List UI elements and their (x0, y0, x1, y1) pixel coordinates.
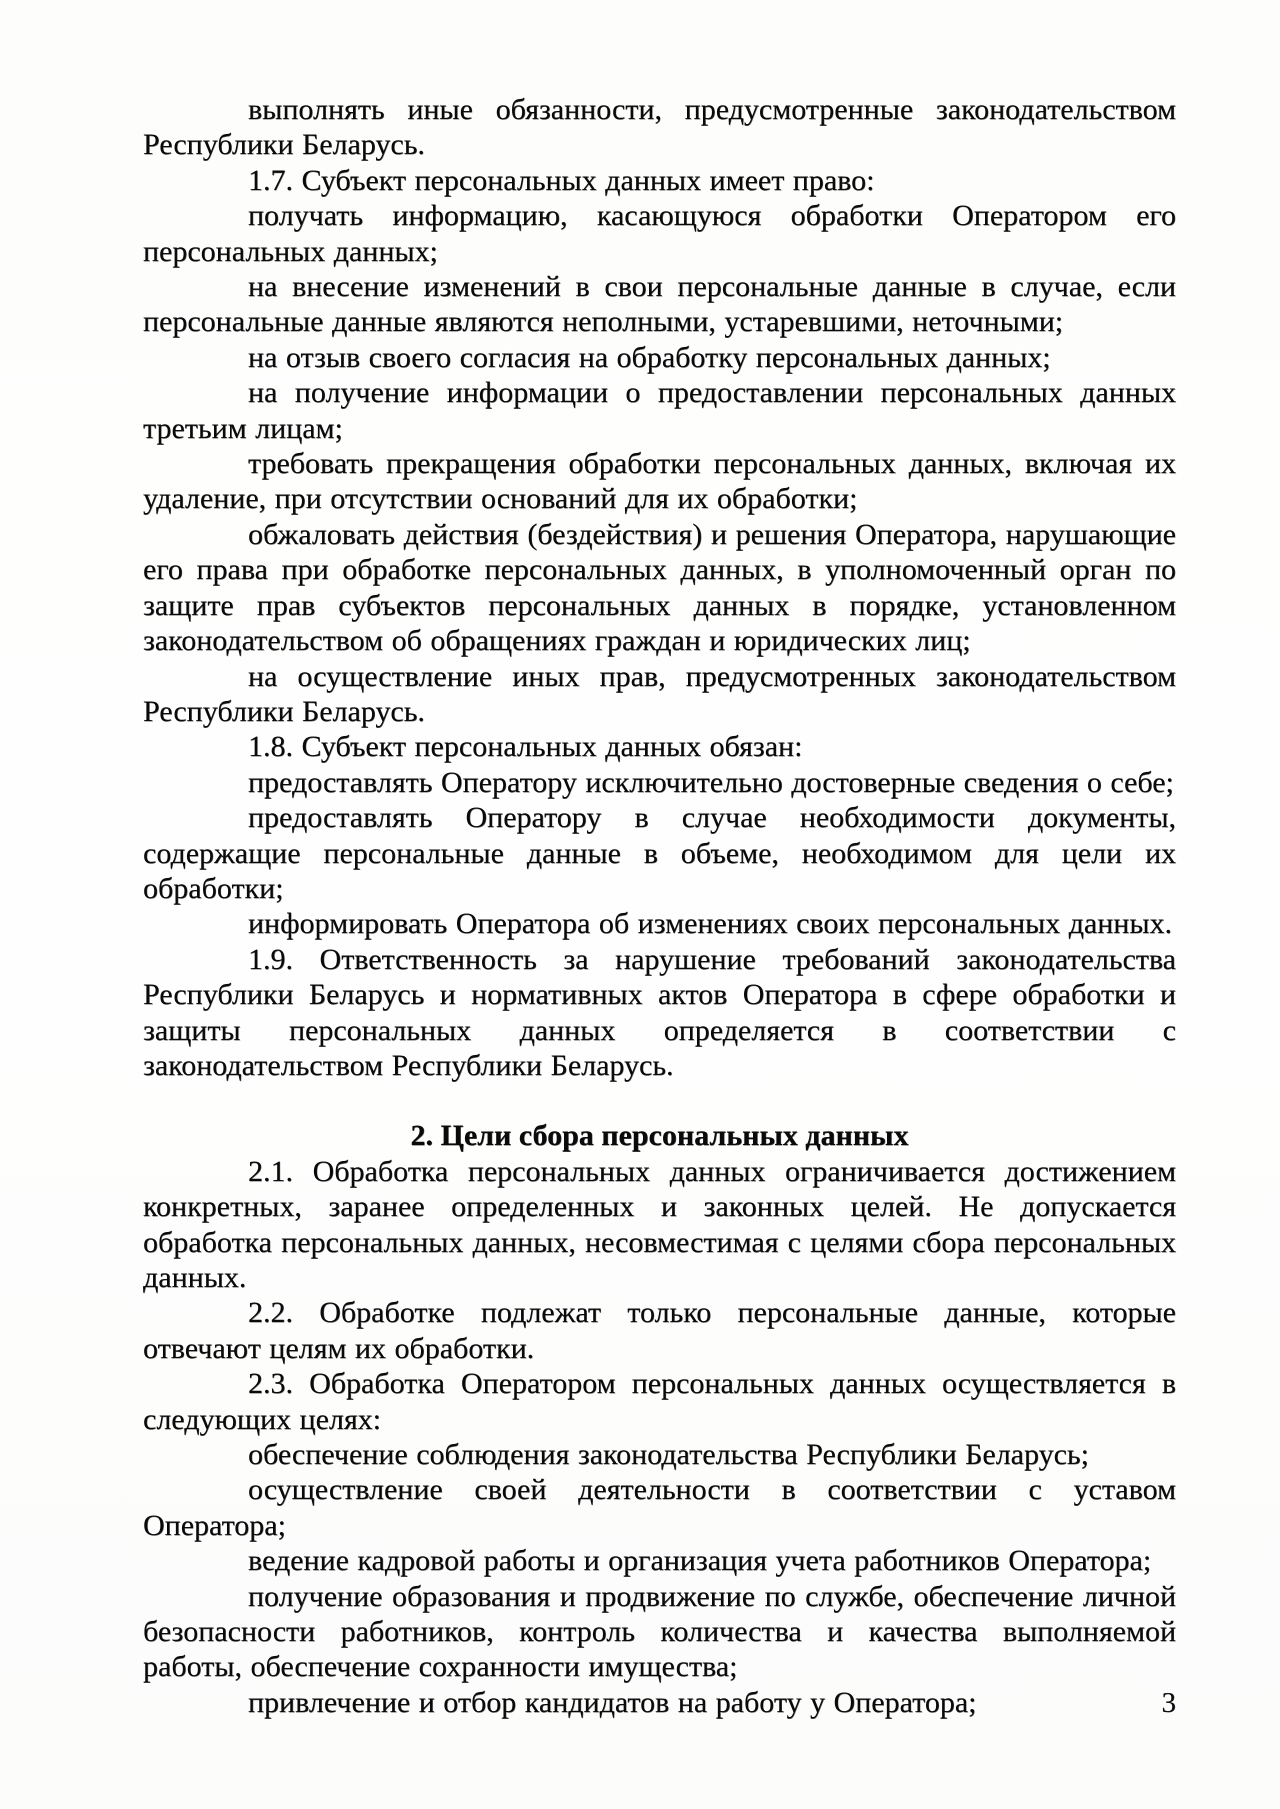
paragraph: ведение кадровой работы и организация учета работников Оператора; (248, 1544, 1152, 1578)
paragraph: на отзыв своего согласия на обработку персональных данных; (248, 340, 1051, 374)
paragraph: информировать Оператора об изменениях своих персональных данных. (248, 907, 1173, 941)
clause-2-3: 2.3. Обработка Оператором персональных данных осуществляется в следующих целях: (143, 1367, 1176, 1436)
clause-2-1: 2.1. Обработка персональных данных ограничивается достижением конкретных, заранее определенных и законных целей. Не допускается обработка персональных данных, несовместимая с целями сбора персональных данных. (143, 1154, 1176, 1294)
clause-1-9: 1.9. Ответственность за нарушение требований законодательства Республики Беларусь и нормативных актов Оператора в сфере обработки и защиты персональных данных определяется в соответствии с законодательством Республики Беларусь. (143, 942, 1176, 1082)
paragraph: привлечение и отбор кандидатов на работу у Оператора; (248, 1685, 977, 1719)
page-number: 3 (1161, 1687, 1176, 1719)
paragraph: получение образования и продвижение по службе, обеспечение личной безопасности работников, контроль количества и качества выполняемой работы, обеспечение сохранности имущества; (143, 1579, 1176, 1684)
paragraph: осуществление своей деятельности в соответствии с уставом Оператора; (143, 1473, 1176, 1542)
paragraph: предоставлять Оператору в случае необходимости документы, содержащие персональные данные в объеме, необходимом для цели их обработки; (143, 801, 1176, 905)
paragraph: требовать прекращения обработки персональных данных, включая их удаление, при отсутствии оснований для их обработки; (143, 447, 1176, 516)
paragraph: предоставлять Оператору исключительно достоверные сведения о себе; (248, 765, 1174, 799)
paragraph: обеспечение соблюдения законодательства Республики Беларусь; (248, 1438, 1089, 1472)
paragraph: обжаловать действия (бездействия) и решения Оператора, нарушающие его права при обработке персональных данных, в уполномоченный орган по защите прав субъектов персональных данных в порядке, установленном законодательством об обращениях граждан и юридических лиц; (143, 517, 1176, 658)
paragraph: на осуществление иных прав, предусмотренных законодательством Республики Беларусь. (143, 659, 1176, 728)
paragraph: получать информацию, касающуюся обработки Оператором его персональных данных; (143, 199, 1176, 268)
clause-1-8: 1.8. Субъект персональных данных обязан: (248, 730, 803, 764)
clause-1-7: 1.7. Субъект персональных данных имеет право: (248, 163, 875, 197)
clause-2-2: 2.2. Обработке подлежат только персональные данные, которые отвечают целям их обработки. (143, 1296, 1176, 1365)
paragraph: на получение информации о предоставлении персональных данных третьим лицам; (143, 376, 1176, 445)
paragraph: на внесение изменений в свои персональные данные в случае, если персональные данные являются неполными, устаревшими, неточными; (143, 270, 1176, 339)
document-body (143, 92, 1176, 1720)
paragraph: выполнять иные обязанности, предусмотренные законодательством Республики Беларусь. (143, 93, 1176, 162)
section-2-heading: 2. Цели сбора персональных данных (410, 1119, 909, 1153)
